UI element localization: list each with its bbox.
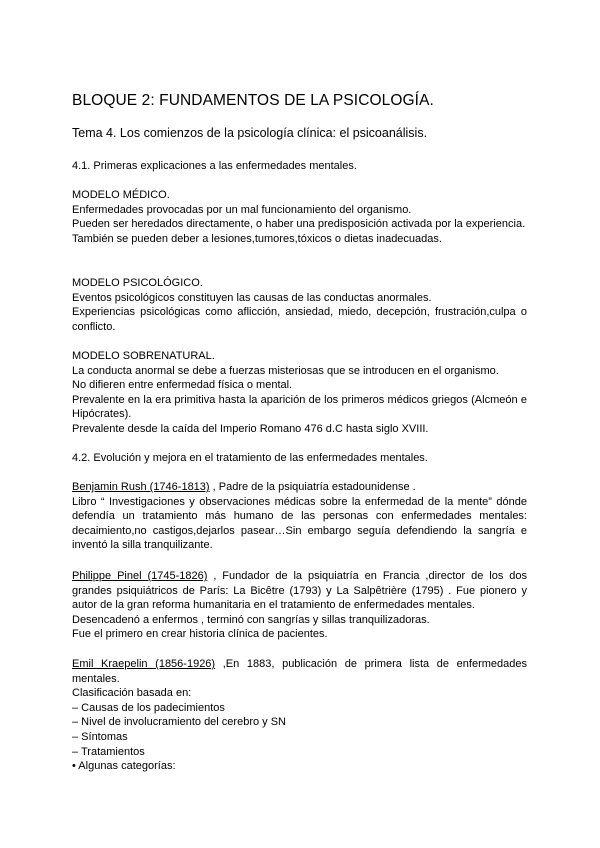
kraepelin-text: ,En 1883, publicación de primera lista de enfermedades mentales. xyxy=(72,658,527,685)
modelo-sobrenatural xyxy=(72,349,527,437)
topic-subtitle: Tema 4. Los comienzos de la psicología clínica: el psicoanálisis. xyxy=(72,126,428,140)
paragraph-line: Prevalente desde la caída del Imperio Romano 476 d.C hasta siglo XVIII. xyxy=(72,422,429,435)
paragraph-line: Eventos psicológicos constituyen las causas de las conductas anormales. xyxy=(72,291,432,304)
modelo-psicologico xyxy=(72,276,527,334)
rush-name: Benjamin Rush (1746-1813) xyxy=(72,481,210,493)
kraepelin-name: Emil Kraepelin (1856-1926) xyxy=(72,658,216,670)
paragraph-line: Pueden ser heredados directamente, o haber una predisposición activada por la experiencia. xyxy=(72,218,526,231)
paragraph-line: Fue el primero en crear historia clínica de pacientes. xyxy=(72,628,328,641)
modelo-psicologico-heading: MODELO PSICOLÓGICO. xyxy=(72,277,203,289)
pinel-title-line xyxy=(72,569,527,613)
modelo-medico-heading: MODELO MÉDICO. xyxy=(72,189,170,201)
section-2-heading: 4.2. Evolución y mejora en el tratamiento de las enfermedades mentales. xyxy=(72,452,428,464)
rush-text: Libro “ Investigaciones y observaciones médicas sobre la enfermedad de la mente” dónde defendía un tratamiento más humano de las personas con enfermedades mentales: decaimiento,no castigos,dejarlos pasear…Sin embargo seguía defendiendo la sangría e inventó la silla tranquilizante. xyxy=(72,495,527,552)
section-1-heading: 4.1. Primeras explicaciones a las enfermedades mentales. xyxy=(72,160,357,172)
list-item: – Causas de los padecimientos xyxy=(72,701,225,714)
paragraph-line: La conducta anormal se debe a fuerzas misteriosas que se introducen en el organismo. xyxy=(72,364,499,377)
modelo-medico xyxy=(72,188,527,246)
list-item: – Tratamientos xyxy=(72,745,145,758)
rush-title-line xyxy=(72,480,527,495)
pinel-entry xyxy=(72,569,527,642)
paragraph-line: No difieren entre enfermedad física o mental. xyxy=(72,379,293,392)
paragraph-line: Desencadenó a enfermos , terminó con sangrías y sillas tranquilizadoras. xyxy=(72,613,430,626)
list-item: – Síntomas xyxy=(72,730,128,743)
paragraph-line: Enfermedades provocadas por un mal funcionamiento del organismo. xyxy=(72,203,412,216)
pinel-text: , Fundador de la psiquiatría en Francia ,director de los dos grandes psiquiátricos de París: La Bicêtre (1793) y La Salpêtrière (1795) . Fue pionero y autor de la gran reforma humanitaria en el tratamiento de enfermedades mentales. xyxy=(72,570,527,612)
list-item: – Nivel de involucramiento del cerebro y SN xyxy=(72,716,286,729)
modelo-sobrenatural-heading: MODELO SOBRENATURAL. xyxy=(72,350,215,362)
kraepelin-entry xyxy=(72,657,527,774)
rush-role: , Padre de la psiquiatría estadounidense . xyxy=(209,481,416,493)
rush-entry xyxy=(72,480,527,553)
list-line: Clasificación basada en: xyxy=(72,687,192,700)
list-item: • Algunas categorías: xyxy=(72,760,176,773)
paragraph-line: Prevalente en la era primitiva hasta la aparición de los primeros médicos griegos (Alcmeón e Hipócrates). xyxy=(72,393,527,421)
page-title: BLOQUE 2: FUNDAMENTOS DE LA PSICOLOGÍA. xyxy=(72,92,434,109)
paragraph-line: También se pueden deber a lesiones,tumores,tóxicos o dietas inadecuadas. xyxy=(72,232,442,245)
pinel-name: Philippe Pinel (1745-1826) xyxy=(72,570,208,582)
kraepelin-title-line xyxy=(72,657,527,686)
paragraph-line: Experiencias psicológicas como aflicción, ansiedad, miedo, decepción, frustración,culpa o conflicto. xyxy=(72,306,527,333)
